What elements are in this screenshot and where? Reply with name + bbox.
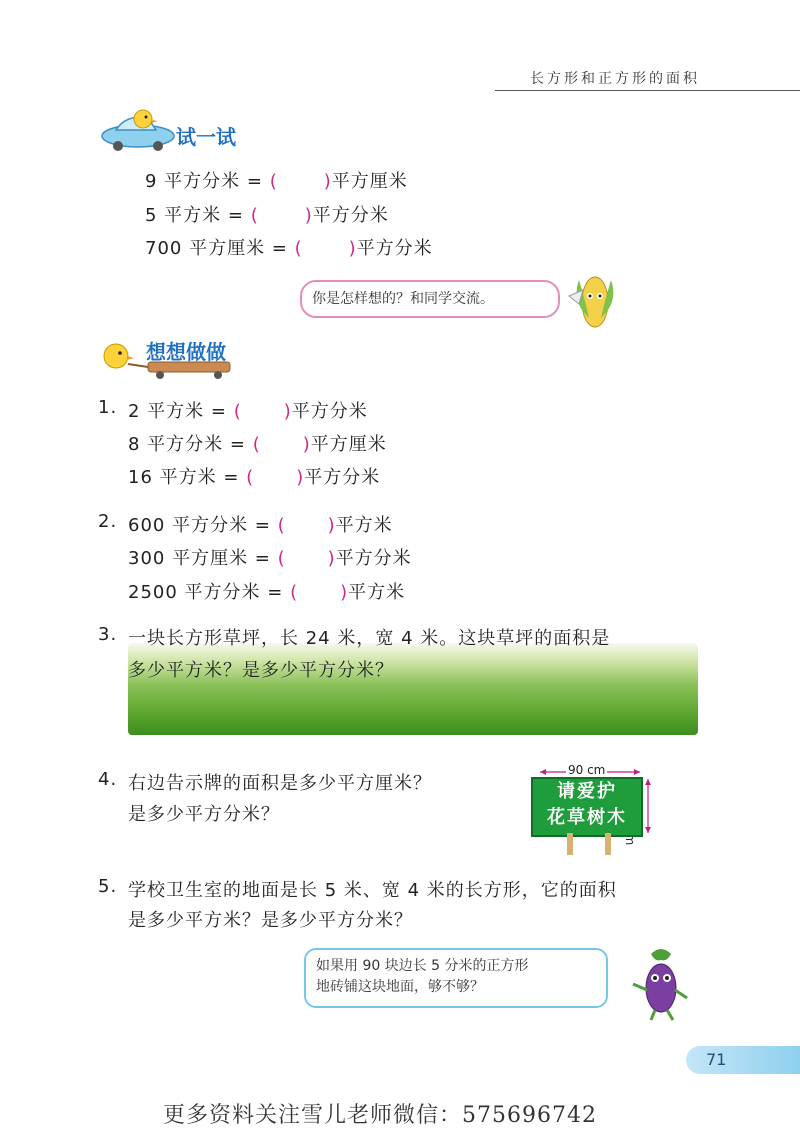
try-line: 9 平方分米 = ( )平方厘米	[145, 171, 408, 192]
q1-line: 2 平方米 = ( )平方分米	[128, 401, 368, 422]
discussion-bubble: 你是怎样想的？和同学交流。	[300, 280, 560, 318]
try-section-title: 试一试	[176, 125, 236, 149]
q2-line: 300 平方厘米 = ( )平方分米	[128, 548, 412, 569]
q2-number: 2.	[98, 511, 118, 532]
eggplant-mascot-icon	[625, 944, 695, 1024]
q5-line-2: 是多少平方米？是多少平方分米？	[128, 910, 413, 931]
running-header: 长方形和正方形的面积	[530, 71, 700, 87]
header-divider	[495, 90, 800, 91]
q3-line-2: 多少平方米？是多少平方分米？	[128, 660, 394, 681]
q4-number: 4.	[98, 769, 118, 790]
q3-line-1: 一块长方形草坪，长 24 米，宽 4 米。这块草坪的面积是	[128, 628, 611, 649]
sign-text-row-2: 花草树木	[547, 807, 627, 828]
q1-number: 1.	[98, 397, 118, 418]
try-line: 5 平方米 = ( )平方分米	[145, 205, 389, 226]
q1-line: 8 平方分米 = ( )平方厘米	[128, 434, 387, 455]
tile-hint-line-1: 如果用 90 块边长 5 分米的正方形	[316, 958, 529, 974]
q1-line: 16 平方米 = ( )平方分米	[128, 467, 381, 488]
sign-post-left	[567, 833, 573, 855]
q2-line: 2500 平方分米 = ( )平方米	[128, 582, 406, 603]
notice-sign	[531, 777, 643, 837]
sign-text-row-1: 请爱护	[557, 781, 617, 802]
corn-mascot-icon	[565, 266, 625, 332]
practice-section-title: 想想做做	[146, 340, 226, 364]
q4-line-2: 是多少平方分米？	[128, 804, 280, 825]
page-number-tab	[686, 1046, 800, 1074]
q3-number: 3.	[98, 624, 118, 645]
page-number: 71	[706, 1050, 727, 1069]
q5-line-1: 学校卫生室的地面是长 5 米、宽 4 米的长方形，它的面积	[128, 880, 617, 901]
tile-hint-line-2: 地砖铺这块地面，够不够？	[316, 979, 484, 995]
footer-contact-text: 更多资料关注雪儿老师微信：575696742	[163, 1103, 597, 1128]
tile-hint-bubble	[304, 948, 608, 1008]
q4-line-1: 右边告示牌的面积是多少平方厘米？	[128, 773, 432, 794]
try-line: 700 平方厘米 = ( )平方分米	[145, 238, 433, 259]
q2-line: 600 平方分米 = ( )平方米	[128, 515, 393, 536]
q5-number: 5.	[98, 876, 118, 897]
sign-width-label: 90 cm	[568, 763, 606, 777]
sign-post-right	[605, 833, 611, 855]
car-chick-icon	[98, 106, 178, 152]
